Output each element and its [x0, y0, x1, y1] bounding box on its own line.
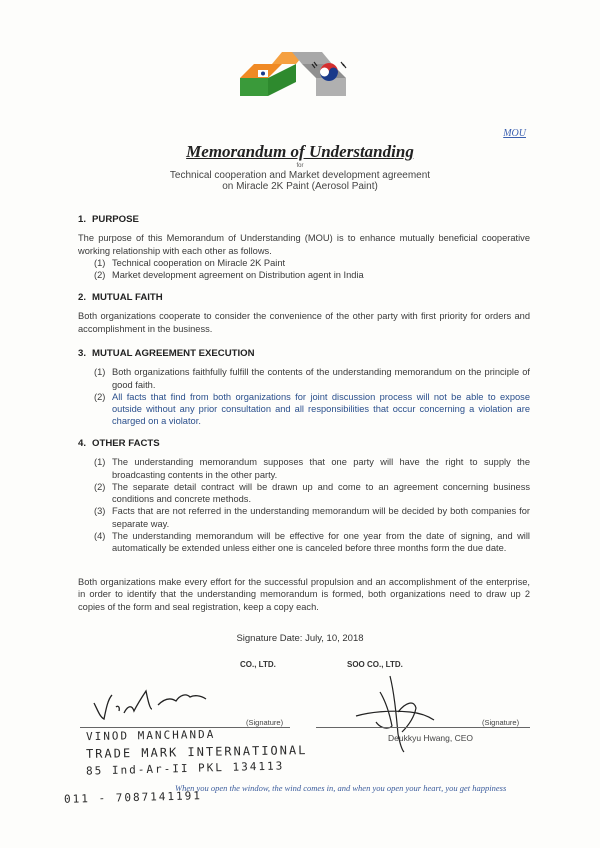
item-text: The understanding memorandum supposes that one party will have the right to supply the broadcasting contents in the other party. [112, 457, 530, 480]
handwritten-company: TRADE MARK INTERNATIONAL [85, 743, 308, 761]
document-title: Memorandum of Understanding [186, 142, 414, 161]
handwritten-name: VINOD MANCHANDA [85, 727, 216, 744]
signature-1-icon [90, 683, 240, 725]
section-heading-text: PURPOSE [92, 214, 139, 225]
subtitle-line-2: on Miracle 2K Paint (Aerosol Paint) [222, 181, 378, 192]
section-mutual-agreement [78, 348, 530, 428]
item-text: All facts that find from both organizations for joint discussion process will not be able to expose outside without any prior consultation and all responsibilities that occur concerning a violation are charged on a violator. [112, 391, 530, 427]
subtitle-line-1: Technical cooperation and Market development agreement [169, 170, 431, 181]
section-text: The purpose of this Memorandum of Understanding (MOU) is to enhance mutually beneficial cooperative working relationship with each other as follows. [78, 233, 530, 256]
section-heading [78, 348, 530, 360]
item-text: Facts that are not referred in the understanding memorandum will be decided by both companies for separate way. [112, 506, 530, 529]
item-number: (2) [94, 270, 106, 281]
section-heading-text: MUTUAL FAITH [92, 292, 163, 303]
section-mutual-faith [78, 292, 530, 335]
item-text: Technical cooperation on Miracle 2K Paint [112, 257, 286, 268]
closing-paragraph: Both organizations make every effort for the successful propulsion and an accomplishment of the enterprise, in order to identify that the understanding memorandum is formed, both organizations need to draw up 2 copies of the form and seal registration, keep a copy each. [78, 577, 530, 612]
list-item [94, 505, 530, 530]
section-text: Both organizations cooperate to consider the convenience of the other party with first priority for orders and accomplishment in the business. [78, 311, 530, 334]
list-item [94, 530, 530, 555]
signature-line-2 [316, 727, 530, 728]
item-text: Both organizations faithfully fulfill the contents of the understanding memorandum on the principle of good faith. [112, 367, 530, 390]
list-item [94, 257, 530, 269]
party-1-name: CO., LTD. [240, 660, 276, 669]
item-text: The understanding memorandum will be effective for one year from the date of signing, and will automatically be extended unless either one is canceled before three months form the due date. [112, 531, 530, 554]
signature-2-label: (Signature) [482, 718, 520, 727]
item-number: (2) [94, 391, 106, 402]
mou-tag: MOU [503, 128, 526, 139]
item-number: (1) [94, 257, 106, 268]
signature-date: Signature Date: July, 10, 2018 [236, 633, 364, 644]
section-number: 3. [78, 348, 87, 359]
section-other-facts [78, 438, 530, 555]
ceo-name: Deukkyu Hwang, CEO [388, 733, 474, 743]
section-heading [78, 292, 530, 304]
list-item [94, 456, 530, 481]
party-2-name: SOO CO., LTD. [347, 660, 403, 669]
item-text: The separate detail contract will be drawn up and come to an agreement concerning business conditions and concrete methods. [112, 481, 530, 505]
list-item [94, 391, 530, 428]
section-heading [78, 438, 530, 450]
list-item [94, 481, 530, 506]
section-number: 4. [78, 438, 87, 449]
document-subtitle [0, 170, 600, 192]
handwritten-phone: 011 - 7087141191 [63, 789, 203, 806]
section-number: 2. [78, 292, 87, 303]
item-number: (2) [94, 481, 106, 492]
section-number: 1. [78, 214, 87, 225]
item-number: (1) [94, 367, 106, 378]
item-number: (4) [94, 531, 106, 542]
item-number: (1) [94, 457, 106, 468]
india-korea-logo-icon [234, 44, 364, 102]
handwritten-address: 85 Ind-Ar-II PKL 134113 [85, 759, 285, 778]
list-item [94, 366, 530, 391]
section-purpose [78, 214, 530, 281]
for-text: for [296, 163, 304, 169]
item-text: Market development agreement on Distribution agent in India [112, 270, 364, 281]
item-number: (3) [94, 506, 106, 517]
section-heading-text: OTHER FACTS [92, 438, 160, 449]
section-heading-text: MUTUAL AGREEMENT EXECUTION [92, 348, 255, 359]
footer-motto: When you open the window, the wind comes in, and when you open your heart, you get happiness [175, 783, 507, 793]
section-heading [78, 214, 530, 226]
list-item [94, 269, 530, 281]
signature-1-label: (Signature) [246, 718, 284, 727]
